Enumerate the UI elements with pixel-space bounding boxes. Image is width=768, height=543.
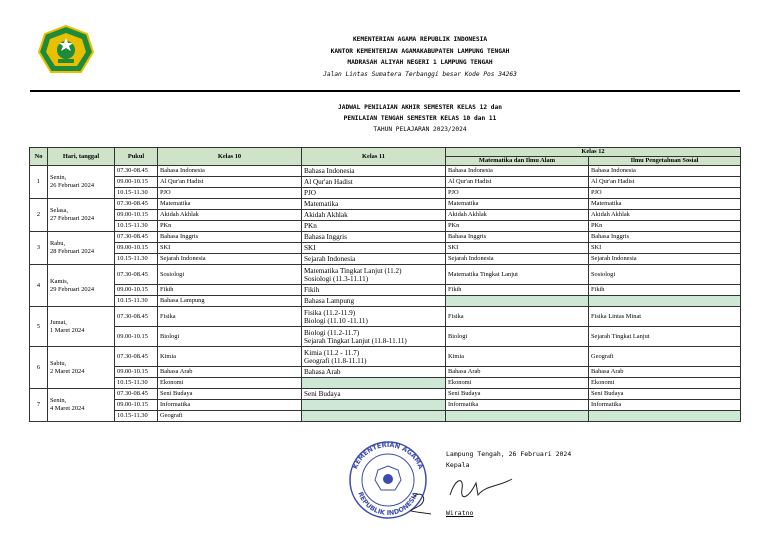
kelas-10-cell: Al Qur'an Hadist: [158, 177, 302, 188]
row-number: 4: [30, 265, 48, 307]
kelas-11-subject-a: Fisika (11.2-11.9): [304, 308, 356, 317]
kelas-11-cell: SKI: [302, 243, 446, 254]
kelas-12-mia-cell: Informatika: [446, 400, 589, 411]
kelas-10-cell: Biologi: [158, 327, 302, 347]
svg-text:REPUBLIK INDONESIA: [356, 491, 419, 517]
table-row: [30, 265, 741, 285]
kelas-12-ips-cell: [589, 411, 741, 422]
time-cell: 07.30-08.45: [115, 265, 158, 285]
day-date: 1 Maret 2024: [50, 326, 85, 334]
kelas-12-ips-cell: Bahasa Arab: [589, 367, 741, 378]
kelas-10-cell: Sosiologi: [158, 265, 302, 285]
time-cell: 09.00-10.15: [115, 327, 158, 347]
row-day-date: [48, 199, 115, 232]
kelas-10-cell: Kimia: [158, 347, 302, 367]
kelas-12-ips-cell: PJO: [589, 188, 741, 199]
kelas-12-mia-cell: Fisika: [446, 307, 589, 327]
kelas-10-cell: Matematika: [158, 199, 302, 210]
kelas-10-cell: Ekonomi: [158, 378, 302, 389]
kelas-10-cell: Informatika: [158, 400, 302, 411]
day-name: Selasa,: [50, 207, 68, 214]
row-day-date: [48, 307, 115, 347]
table-row: [30, 347, 741, 367]
kelas-10-cell: Fikih: [158, 285, 302, 296]
kelas-10-cell: Bahasa Indonesia: [158, 166, 302, 177]
kelas-12-mia-cell: [446, 296, 589, 307]
day-name: Jumat,: [50, 318, 67, 326]
kelas-12-mia-cell: Bahasa Arab: [446, 367, 589, 378]
table-row: [30, 285, 741, 296]
kelas-12-ips-cell: Sejarah Indonesia: [589, 254, 741, 265]
header-kelas-11: Kelas 11: [302, 148, 446, 166]
kelas-10-cell: Bahasa Inggris: [158, 232, 302, 243]
kelas-12-ips-cell: [589, 296, 741, 307]
time-cell: 07.30-08.45: [115, 347, 158, 367]
time-cell: 07.30-08.45: [115, 232, 158, 243]
table-row: [30, 254, 741, 265]
title-line-3: TAHUN PELAJARAN 2023/2024: [373, 126, 467, 133]
row-number: 2: [30, 199, 48, 232]
row-day-date: [48, 232, 115, 265]
kelas-11-subject-b: Sosiologi (11.3-11.11): [304, 274, 369, 283]
kelas-11-cell: Sejarah Indonesia: [302, 254, 446, 265]
title-line-1: JADWAL PENILAIAN AKHIR SEMESTER KELAS 12 dan: [338, 104, 502, 111]
kelas-12-mia-cell: Biologi: [446, 327, 589, 347]
kelas-11-cell: [302, 327, 446, 347]
kelas-12-ips-cell: Seni Budaya: [589, 389, 741, 400]
time-cell: 07.30-08.45: [115, 199, 158, 210]
header-kelas-12: Kelas 12: [446, 148, 741, 157]
kelas-12-ips-cell: Fisika Lintas Minat: [589, 307, 741, 327]
table-row: [30, 210, 741, 221]
signature-place-date: Lampung Tengah, 26 Februari 2024: [446, 450, 572, 458]
header-mia: Matematika dan Ilmu Alam: [446, 157, 589, 166]
letterhead-line: KANTOR KEMENTERIAN AGAMAKABUPATEN LAMPUNG TENGAH: [330, 47, 510, 55]
schedule-table: [29, 147, 741, 422]
kelas-11-subject-a: Kimia (11.2 - 11.7): [304, 348, 360, 357]
kelas-12-ips-cell: Ekonomi: [589, 378, 741, 389]
kelas-11-cell: Matematika: [302, 199, 446, 210]
header-day: Hari, tanggal: [48, 148, 115, 166]
row-day-date: [48, 265, 115, 307]
kelas-11-cell: Akidah Akhlak: [302, 210, 446, 221]
row-day-date: [48, 389, 115, 422]
kelas-11-cell: Bahasa Arab: [302, 367, 446, 378]
kelas-11-cell: [302, 378, 446, 389]
kelas-10-cell: Sejarah Indonesia: [158, 254, 302, 265]
time-cell: 07.30-08.45: [115, 166, 158, 177]
kelas-11-cell: Al Qur'an Hadist: [302, 177, 446, 188]
time-cell: 07.30-08.45: [115, 389, 158, 400]
kelas-12-mia-cell: Matematika Tingkat Lanjut: [446, 265, 589, 285]
handwritten-signature: [446, 473, 516, 503]
time-cell: 10.15-11.30: [115, 254, 158, 265]
table-row: [30, 177, 741, 188]
kelas-12-mia-cell: Sejarah Indonesia: [446, 254, 589, 265]
kelas-11-subject-a: Biologi (11.2-11.7): [304, 328, 360, 337]
time-cell: 09.00-10.15: [115, 367, 158, 378]
day-name: Senin,: [50, 397, 67, 404]
row-number: 7: [30, 389, 48, 422]
day-date: 2 Maret 2024: [50, 367, 85, 375]
kelas-10-cell: Seni Budaya: [158, 389, 302, 400]
kelas-12-ips-cell: Matematika: [589, 199, 741, 210]
table-row: [30, 188, 741, 199]
kelas-12-ips-cell: Bahasa Inggris: [589, 232, 741, 243]
kelas-11-cell: PJO: [302, 188, 446, 199]
stamp-bottom-text: REPUBLIK INDONESIA: [356, 490, 420, 518]
kelas-12-ips-cell: Bahasa Indonesia: [589, 166, 741, 177]
kelas-10-cell: Fisika: [158, 307, 302, 327]
kelas-11-cell: [302, 347, 446, 367]
day-date: 27 Februari 2024: [50, 215, 95, 222]
official-stamp: [343, 440, 433, 520]
kelas-12-ips-cell: Geografi: [589, 347, 741, 367]
kelas-11-subject-b: Biologi (11.10 -11.11): [304, 316, 368, 325]
letterhead-line: Jalan Lintas Sumatera Terbanggi besar Kode Pos 34263: [323, 70, 517, 78]
header-no: No: [30, 148, 48, 166]
signature-role: Kepala: [446, 461, 470, 469]
kelas-10-cell: PKn: [158, 221, 302, 232]
kelas-12-mia-cell: Kimia: [446, 347, 589, 367]
table-row: [30, 327, 741, 347]
kelas-12-ips-cell: PKn: [589, 221, 741, 232]
table-row: [30, 400, 741, 411]
document-title: [120, 102, 720, 135]
table-row: [30, 378, 741, 389]
kelas-11-cell: [302, 400, 446, 411]
kelas-12-ips-cell: SKI: [589, 243, 741, 254]
row-number: 6: [30, 347, 48, 389]
letterhead-line: MADRASAH ALIYAH NEGERI 1 LAMPUNG TENGAH: [347, 59, 493, 66]
table-row: [30, 296, 741, 307]
letterhead-divider: [30, 90, 740, 92]
day-name: Kamis,: [50, 277, 69, 285]
table-row: [30, 411, 741, 422]
kelas-12-mia-cell: Bahasa Inggris: [446, 232, 589, 243]
kelas-10-cell: Geografi: [158, 411, 302, 422]
kelas-12-ips-cell: Fikih: [589, 285, 741, 296]
row-day-date: [48, 166, 115, 199]
kelas-10-cell: Akidah Akhlak: [158, 210, 302, 221]
stamp-top-text: KEMENTERIAN AGAMA: [351, 440, 425, 471]
kelas-11-subject-b: Sejarah Tingkat Lanjut (11.8-11.11): [304, 336, 407, 345]
kelas-12-ips-cell: Sejarah Tingkat Lanjut: [589, 327, 741, 347]
header-time: Pukul: [115, 148, 158, 166]
header-ips: Ilmu Pengetahuan Sosial: [589, 157, 741, 166]
row-number: 1: [30, 166, 48, 199]
time-cell: 09.00-10.15: [115, 210, 158, 221]
kelas-11-cell: [302, 411, 446, 422]
kelas-12-mia-cell: Seni Budaya: [446, 389, 589, 400]
row-day-date: [48, 347, 115, 389]
table-row: [30, 199, 741, 210]
kelas-12-mia-cell: Ekonomi: [446, 378, 589, 389]
signature-block: [446, 449, 572, 517]
table-row: [30, 232, 741, 243]
kelas-11-cell: [302, 265, 446, 285]
kelas-11-cell: [302, 307, 446, 327]
kelas-12-ips-cell: Informatika: [589, 400, 741, 411]
day-name: Senin,: [50, 174, 67, 181]
kelas-11-cell: Fikih: [302, 285, 446, 296]
day-date: 26 Februari 2024: [50, 182, 95, 189]
time-cell: 10.15-11.30: [115, 188, 158, 199]
table-row: [30, 243, 741, 254]
kelas-12-mia-cell: Matematika: [446, 199, 589, 210]
kelas-12-ips-cell: Akidah Akhlak: [589, 210, 741, 221]
kelas-11-subject-b: Geografi (11.8-11.11): [304, 356, 367, 365]
schedule-body: [30, 166, 741, 422]
kelas-11-cell: Bahasa Inggris: [302, 232, 446, 243]
time-cell: 10.15-11.30: [115, 411, 158, 422]
day-name: Rabu,: [50, 240, 66, 247]
kelas-12-mia-cell: Akidah Akhlak: [446, 210, 589, 221]
kelas-12-mia-cell: SKI: [446, 243, 589, 254]
kelas-10-cell: SKI: [158, 243, 302, 254]
kemenag-logo: [37, 24, 95, 76]
kelas-12-mia-cell: [446, 411, 589, 422]
time-cell: 09.00-10.15: [115, 400, 158, 411]
signature-name: Wiratno: [446, 509, 474, 517]
row-number: 5: [30, 307, 48, 347]
letterhead: [120, 34, 720, 80]
table-row: [30, 166, 741, 177]
kelas-10-cell: Bahasa Arab: [158, 367, 302, 378]
kelas-12-mia-cell: PKn: [446, 221, 589, 232]
day-date: 29 Februari 2024: [50, 285, 95, 293]
letterhead-line: KEMENTERIAN AGAMA REPUBLIK INDONESIA: [352, 36, 488, 43]
row-number: 3: [30, 232, 48, 265]
day-date: 4 Maret 2024: [50, 405, 85, 412]
kelas-11-subject-a: Matematika Tingkat Lanjut (11.2): [304, 266, 402, 275]
kelas-10-cell: Bahasa Lampung: [158, 296, 302, 307]
kelas-11-cell: Seni Budaya: [302, 389, 446, 400]
table-row: [30, 389, 741, 400]
kelas-12-mia-cell: Al Qur'an Hadist: [446, 177, 589, 188]
time-cell: 10.15-11.30: [115, 378, 158, 389]
time-cell: 09.00-10.15: [115, 177, 158, 188]
title-line-2: PENILAIAN TENGAH SEMESTER KELAS 10 dan 11: [343, 115, 497, 122]
day-name: Sabtu,: [50, 359, 67, 367]
header-kelas-10: Kelas 10: [158, 148, 302, 166]
time-cell: 10.15-11.30: [115, 221, 158, 232]
time-cell: 09.00-10.15: [115, 285, 158, 296]
kelas-11-cell: Bahasa Indonesia: [302, 166, 446, 177]
table-row: [30, 221, 741, 232]
kelas-12-mia-cell: PJO: [446, 188, 589, 199]
kelas-12-mia-cell: Fikih: [446, 285, 589, 296]
day-date: 28 Februari 2024: [50, 248, 95, 255]
kelas-12-ips-cell: Al Qur'an Hadist: [589, 177, 741, 188]
table-row: [30, 367, 741, 378]
kelas-12-ips-cell: Sosiologi: [589, 265, 741, 285]
kelas-11-cell: Bahasa Lampung: [302, 296, 446, 307]
kelas-11-cell: PKn: [302, 221, 446, 232]
table-row: [30, 307, 741, 327]
time-cell: 07.30-08.45: [115, 307, 158, 327]
time-cell: 10.15-11.30: [115, 296, 158, 307]
kelas-12-mia-cell: Bahasa Indonesia: [446, 166, 589, 177]
kelas-10-cell: PJO: [158, 188, 302, 199]
time-cell: 09.00-10.15: [115, 243, 158, 254]
